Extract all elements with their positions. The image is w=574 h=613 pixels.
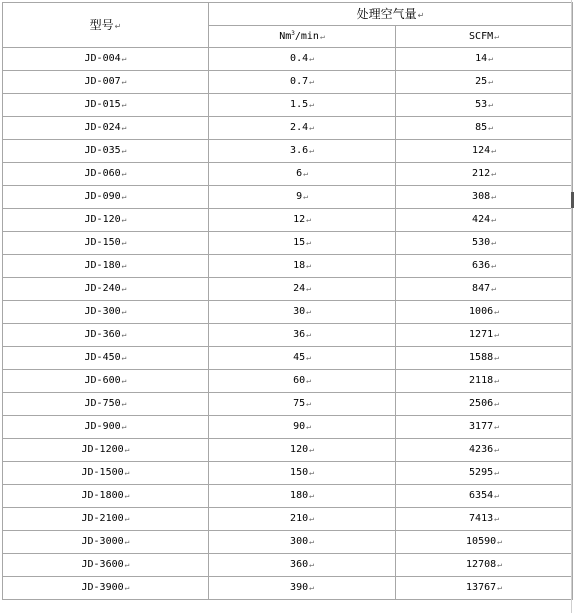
- cell-value: 150: [290, 467, 309, 478]
- cell-scfm: [396, 416, 573, 439]
- paragraph-mark-icon: ↵: [124, 583, 130, 592]
- paragraph-mark-icon: ↵: [497, 537, 502, 546]
- cell-value: 85: [475, 122, 488, 133]
- paragraph-mark-icon: ↵: [306, 238, 311, 247]
- paragraph-mark-icon: ↵: [491, 238, 496, 247]
- paragraph-mark-icon: ↵: [494, 399, 499, 408]
- cell-value: 0.7: [290, 76, 309, 87]
- cell-value: 30: [293, 306, 306, 317]
- paragraph-mark-icon: ↵: [319, 31, 325, 41]
- paragraph-mark-icon: ↵: [124, 491, 130, 500]
- cell-scfm: [396, 117, 573, 140]
- paragraph-mark-icon: ↵: [491, 169, 496, 178]
- header-scfm-label: SCFM: [469, 30, 494, 42]
- paragraph-mark-icon: ↵: [494, 491, 499, 500]
- paragraph-mark-icon: ↵: [494, 376, 499, 385]
- cell-scfm: [396, 94, 573, 117]
- table-row: [3, 370, 573, 393]
- cell-value: 390: [290, 582, 309, 593]
- cell-value: JD-120: [84, 214, 121, 225]
- cell-model: [3, 416, 209, 439]
- paragraph-mark-icon: ↵: [303, 169, 308, 178]
- cell-value: JD-015: [84, 99, 121, 110]
- cell-value: 7413: [469, 513, 494, 524]
- paragraph-mark-icon: ↵: [494, 307, 499, 316]
- paragraph-mark-icon: ↵: [303, 192, 308, 201]
- paragraph-mark-icon: ↵: [306, 376, 311, 385]
- paragraph-mark-icon: ↵: [494, 445, 499, 454]
- paragraph-mark-icon: ↵: [121, 238, 127, 247]
- cell-scfm: [396, 209, 573, 232]
- paragraph-mark-icon: ↵: [121, 146, 127, 155]
- table-row: [3, 485, 573, 508]
- cell-value: 90: [293, 421, 306, 432]
- cell-value: 1006: [469, 306, 494, 317]
- cell-nm3-min: [209, 163, 396, 186]
- cell-value: 308: [472, 191, 491, 202]
- cell-scfm: [396, 324, 573, 347]
- cell-scfm: [396, 439, 573, 462]
- cell-scfm: [396, 163, 573, 186]
- cell-model: [3, 301, 209, 324]
- cell-scfm: [396, 577, 573, 600]
- paragraph-mark-icon: ↵: [121, 100, 127, 109]
- cell-nm3-min: [209, 347, 396, 370]
- air-flow-spec-table: [2, 2, 573, 600]
- cell-value: JD-1800: [81, 490, 124, 501]
- paragraph-mark-icon: ↵: [121, 399, 127, 408]
- cell-value: 212: [472, 168, 491, 179]
- cell-value: JD-900: [84, 421, 121, 432]
- cell-nm3-min: [209, 94, 396, 117]
- cell-model: [3, 508, 209, 531]
- header-nm3-per-min: [209, 26, 396, 48]
- cell-value: 3177: [469, 421, 494, 432]
- cell-model: [3, 140, 209, 163]
- cell-value: 36: [293, 329, 306, 340]
- paragraph-mark-icon: ↵: [497, 560, 502, 569]
- cell-value: 15: [293, 237, 306, 248]
- cell-model: [3, 370, 209, 393]
- cell-value: 847: [472, 283, 491, 294]
- paragraph-mark-icon: ↵: [309, 583, 314, 592]
- cell-nm3-min: [209, 278, 396, 301]
- cell-model: [3, 554, 209, 577]
- table-row: [3, 186, 573, 209]
- paragraph-mark-icon: ↵: [494, 353, 499, 362]
- cell-nm3-min: [209, 324, 396, 347]
- cell-value: 9: [296, 191, 303, 202]
- cell-model: [3, 577, 209, 600]
- table-row: [3, 48, 573, 71]
- cell-scfm: [396, 140, 573, 163]
- cell-value: JD-240: [84, 283, 121, 294]
- cell-nm3-min: [209, 140, 396, 163]
- cell-value: 24: [293, 283, 306, 294]
- paragraph-mark-icon: ↵: [306, 330, 311, 339]
- cell-model: [3, 485, 209, 508]
- cell-scfm: [396, 393, 573, 416]
- table-row: [3, 577, 573, 600]
- table-row: [3, 232, 573, 255]
- cell-value: 124: [472, 145, 491, 156]
- cell-model: [3, 393, 209, 416]
- cell-value: 12708: [466, 559, 497, 570]
- paragraph-mark-icon: ↵: [306, 422, 311, 431]
- cell-nm3-min: [209, 71, 396, 94]
- paragraph-mark-icon: ↵: [124, 468, 130, 477]
- table-row: [3, 255, 573, 278]
- cell-model: [3, 209, 209, 232]
- cell-value: JD-600: [84, 375, 121, 386]
- paragraph-mark-icon: ↵: [491, 215, 496, 224]
- table-row: [3, 71, 573, 94]
- table-row: [3, 140, 573, 163]
- paragraph-mark-icon: ↵: [309, 468, 314, 477]
- paragraph-mark-icon: ↵: [494, 330, 499, 339]
- cell-model: [3, 439, 209, 462]
- paragraph-mark-icon: ↵: [121, 261, 127, 270]
- cell-scfm: [396, 301, 573, 324]
- cell-value: JD-150: [84, 237, 121, 248]
- table-row: [3, 301, 573, 324]
- cell-value: JD-300: [84, 306, 121, 317]
- cell-model: [3, 94, 209, 117]
- paragraph-mark-icon: ↵: [309, 77, 314, 86]
- cell-scfm: [396, 278, 573, 301]
- paragraph-mark-icon: ↵: [494, 31, 499, 41]
- table-row: [3, 209, 573, 232]
- paragraph-mark-icon: ↵: [306, 284, 311, 293]
- cell-value: JD-360: [84, 329, 121, 340]
- cell-model: [3, 347, 209, 370]
- cell-value: 45: [293, 352, 306, 363]
- cell-model: [3, 232, 209, 255]
- cell-value: JD-3900: [81, 582, 124, 593]
- paragraph-mark-icon: ↵: [494, 514, 499, 523]
- table-row: [3, 531, 573, 554]
- cell-scfm: [396, 232, 573, 255]
- cell-nm3-min: [209, 393, 396, 416]
- cell-value: JD-180: [84, 260, 121, 271]
- cell-value: 10590: [466, 536, 497, 547]
- cell-value: 636: [472, 260, 491, 271]
- cell-model: [3, 163, 209, 186]
- cell-value: 13767: [466, 582, 497, 593]
- cell-value: 6354: [469, 490, 494, 501]
- cell-scfm: [396, 347, 573, 370]
- spec-table-container: [2, 2, 573, 600]
- cell-nm3-min: [209, 531, 396, 554]
- cell-value: 300: [290, 536, 309, 547]
- cell-value: 25: [475, 76, 488, 87]
- paragraph-mark-icon: ↵: [309, 100, 314, 109]
- paragraph-mark-icon: ↵: [121, 422, 127, 431]
- cell-value: JD-2100: [81, 513, 124, 524]
- cell-nm3-min: [209, 117, 396, 140]
- paragraph-mark-icon: ↵: [494, 422, 499, 431]
- cell-nm3-min: [209, 439, 396, 462]
- table-row: [3, 416, 573, 439]
- cell-value: JD-1500: [81, 467, 124, 478]
- cell-nm3-min: [209, 48, 396, 71]
- paragraph-mark-icon: ↵: [488, 100, 493, 109]
- cell-value: 424: [472, 214, 491, 225]
- cell-model: [3, 48, 209, 71]
- cell-value: JD-3600: [81, 559, 124, 570]
- cell-value: 18: [293, 260, 306, 271]
- table-row: [3, 163, 573, 186]
- cell-value: 2506: [469, 398, 494, 409]
- paragraph-mark-icon: ↵: [114, 22, 122, 31]
- table-row: [3, 94, 573, 117]
- paragraph-mark-icon: ↵: [491, 146, 496, 155]
- paragraph-mark-icon: ↵: [121, 77, 127, 86]
- cell-value: 210: [290, 513, 309, 524]
- cell-nm3-min: [209, 508, 396, 531]
- paragraph-mark-icon: ↵: [491, 192, 496, 201]
- cell-value: 2118: [469, 375, 494, 386]
- cell-scfm: [396, 48, 573, 71]
- cell-value: JD-007: [84, 76, 121, 87]
- cell-model: [3, 117, 209, 140]
- cell-scfm: [396, 71, 573, 94]
- cell-value: JD-1200: [81, 444, 124, 455]
- cell-scfm: [396, 255, 573, 278]
- table-row: [3, 439, 573, 462]
- paragraph-mark-icon: ↵: [309, 491, 314, 500]
- unit-superscript: 3: [291, 29, 295, 37]
- cell-model: [3, 186, 209, 209]
- table-row: [3, 117, 573, 140]
- cell-value: 0.4: [290, 53, 309, 64]
- paragraph-mark-icon: ↵: [497, 583, 502, 592]
- cell-value: 60: [293, 375, 306, 386]
- cell-value: 1.5: [290, 99, 309, 110]
- paragraph-mark-icon: ↵: [494, 468, 499, 477]
- header-scfm: [396, 26, 573, 48]
- cell-scfm: [396, 370, 573, 393]
- paragraph-mark-icon: ↵: [124, 537, 130, 546]
- table-row: [3, 393, 573, 416]
- paragraph-mark-icon: ↵: [124, 560, 130, 569]
- paragraph-mark-icon: ↵: [491, 261, 496, 270]
- cell-value: 75: [293, 398, 306, 409]
- cell-scfm: [396, 508, 573, 531]
- paragraph-mark-icon: ↵: [121, 169, 127, 178]
- cell-nm3-min: [209, 485, 396, 508]
- cell-scfm: [396, 462, 573, 485]
- cell-value: 53: [475, 99, 488, 110]
- table-row: [3, 278, 573, 301]
- unit-suffix: /min: [294, 30, 319, 42]
- cell-nm3-min: [209, 232, 396, 255]
- cell-nm3-min: [209, 554, 396, 577]
- paragraph-mark-icon: ↵: [124, 514, 130, 523]
- paragraph-mark-icon: ↵: [121, 54, 127, 63]
- cell-model: [3, 255, 209, 278]
- cell-value: 14: [475, 53, 488, 64]
- cell-model: [3, 278, 209, 301]
- cell-scfm: [396, 531, 573, 554]
- paragraph-mark-icon: ↵: [121, 284, 127, 293]
- paragraph-mark-icon: ↵: [121, 192, 127, 201]
- paragraph-mark-icon: ↵: [306, 353, 311, 362]
- table-row: [3, 554, 573, 577]
- table-row: [3, 462, 573, 485]
- header-air-volume-label: 处理空气量: [356, 7, 417, 21]
- cell-value: JD-060: [84, 168, 121, 179]
- cell-nm3-min: [209, 209, 396, 232]
- cell-nm3-min: [209, 577, 396, 600]
- paragraph-mark-icon: ↵: [417, 11, 425, 20]
- paragraph-mark-icon: ↵: [488, 54, 493, 63]
- cell-nm3-min: [209, 301, 396, 324]
- cell-value: JD-004: [84, 53, 121, 64]
- cell-value: 2.4: [290, 122, 309, 133]
- header-air-volume: [209, 3, 573, 26]
- table-row: [3, 508, 573, 531]
- paragraph-mark-icon: ↵: [491, 284, 496, 293]
- cell-value: JD-3000: [81, 536, 124, 547]
- paragraph-mark-icon: ↵: [121, 215, 127, 224]
- cell-model: [3, 324, 209, 347]
- header-model-label: 型号: [89, 18, 114, 32]
- cell-value: 530: [472, 237, 491, 248]
- cell-value: JD-450: [84, 352, 121, 363]
- paragraph-mark-icon: ↵: [488, 123, 493, 132]
- cell-value: 1588: [469, 352, 494, 363]
- cell-value: 1271: [469, 329, 494, 340]
- cell-model: [3, 531, 209, 554]
- window-edge: [571, 0, 572, 613]
- cell-value: JD-090: [84, 191, 121, 202]
- paragraph-mark-icon: ↵: [121, 353, 127, 362]
- cell-value: 12: [293, 214, 306, 225]
- table-header-row: [3, 3, 573, 26]
- unit-prefix: Nm: [279, 30, 292, 42]
- paragraph-mark-icon: ↵: [306, 261, 311, 270]
- cell-nm3-min: [209, 462, 396, 485]
- cell-value: 180: [290, 490, 309, 501]
- table-row: [3, 324, 573, 347]
- paragraph-mark-icon: ↵: [309, 560, 314, 569]
- paragraph-mark-icon: ↵: [309, 445, 314, 454]
- cell-model: [3, 71, 209, 94]
- cell-value: 3.6: [290, 145, 309, 156]
- paragraph-mark-icon: ↵: [306, 215, 311, 224]
- paragraph-mark-icon: ↵: [124, 445, 130, 454]
- paragraph-mark-icon: ↵: [306, 399, 311, 408]
- paragraph-mark-icon: ↵: [488, 77, 493, 86]
- cell-nm3-min: [209, 186, 396, 209]
- cell-model: [3, 462, 209, 485]
- paragraph-mark-icon: ↵: [309, 54, 314, 63]
- cell-nm3-min: [209, 370, 396, 393]
- paragraph-mark-icon: ↵: [121, 307, 127, 316]
- paragraph-mark-icon: ↵: [121, 123, 127, 132]
- paragraph-mark-icon: ↵: [121, 376, 127, 385]
- paragraph-mark-icon: ↵: [121, 330, 127, 339]
- cell-value: 5295: [469, 467, 494, 478]
- paragraph-mark-icon: ↵: [309, 123, 314, 132]
- cell-scfm: [396, 186, 573, 209]
- header-model: [3, 3, 209, 48]
- paragraph-mark-icon: ↵: [306, 307, 311, 316]
- cell-value: 120: [290, 444, 309, 455]
- cell-value: JD-750: [84, 398, 121, 409]
- table-row: [3, 347, 573, 370]
- paragraph-mark-icon: ↵: [309, 537, 314, 546]
- cell-scfm: [396, 485, 573, 508]
- cell-value: 6: [296, 168, 303, 179]
- cell-value: JD-024: [84, 122, 121, 133]
- cell-nm3-min: [209, 255, 396, 278]
- cell-value: 4236: [469, 444, 494, 455]
- cell-value: JD-035: [84, 145, 121, 156]
- cell-value: 360: [290, 559, 309, 570]
- paragraph-mark-icon: ↵: [309, 146, 314, 155]
- cell-nm3-min: [209, 416, 396, 439]
- cell-scfm: [396, 554, 573, 577]
- paragraph-mark-icon: ↵: [309, 514, 314, 523]
